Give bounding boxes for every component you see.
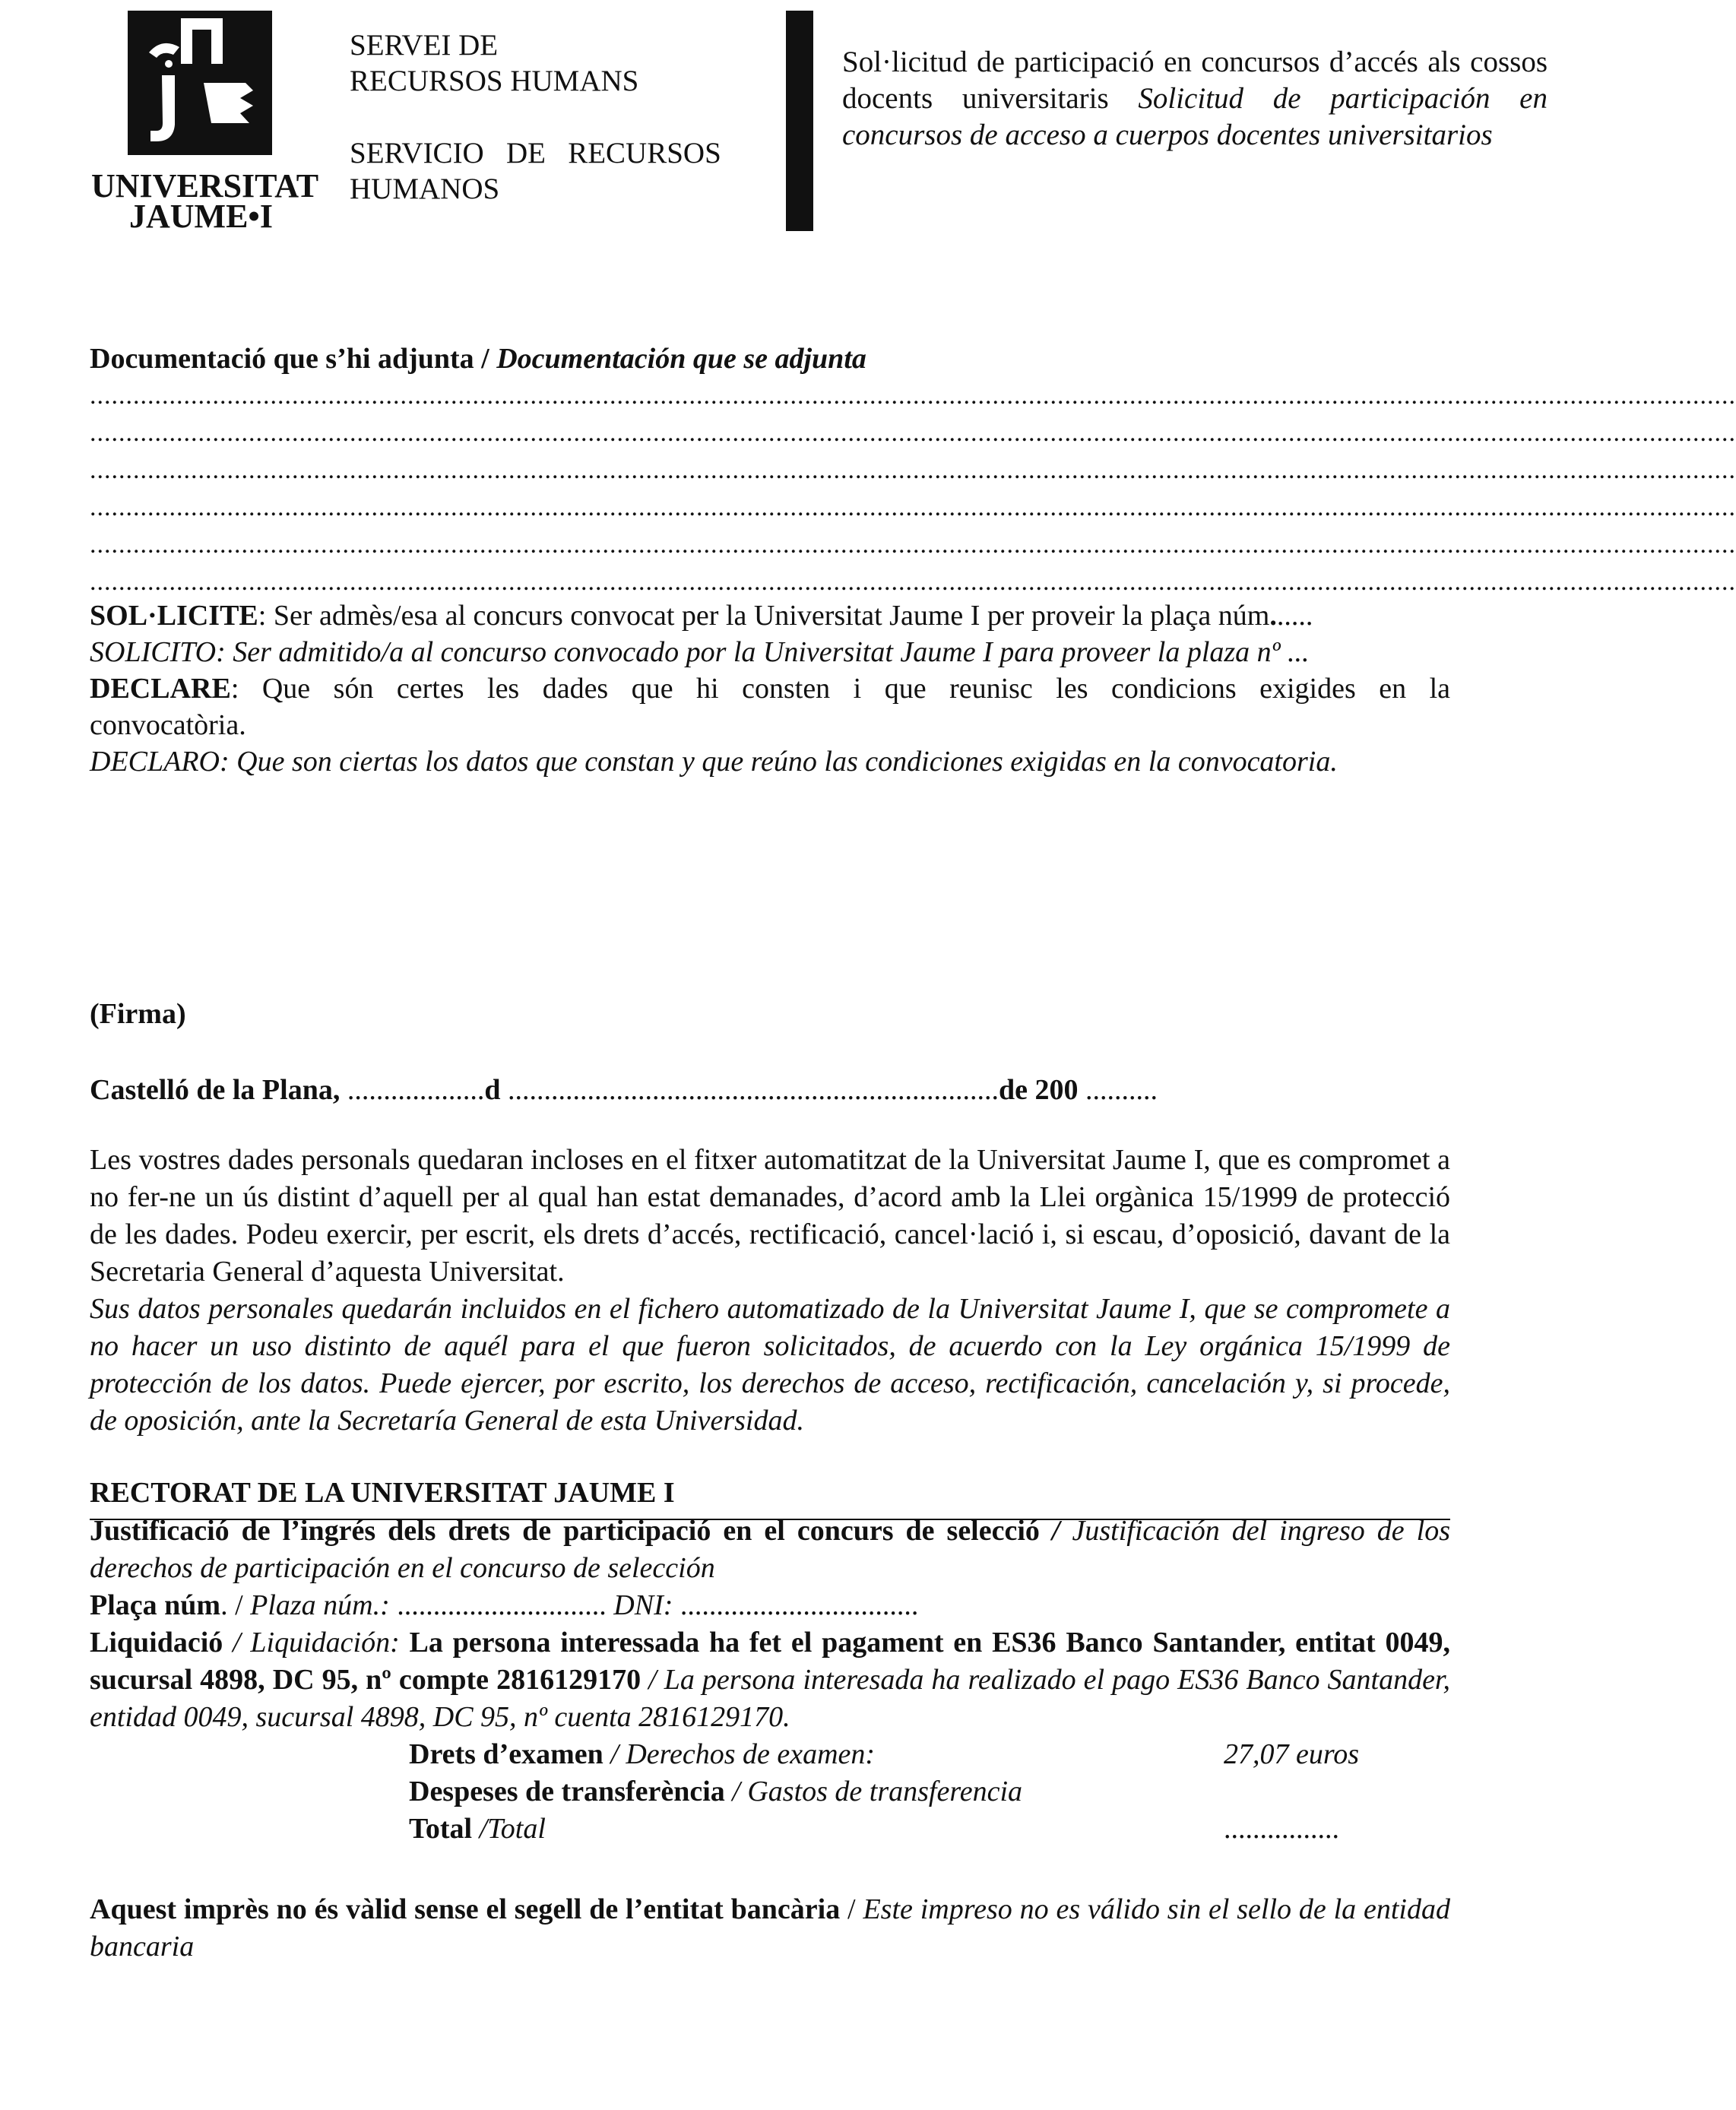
dni-label: DNI:: [606, 1589, 673, 1621]
place-date-line: [90, 1072, 1158, 1108]
sollicite-text: : Ser admès/esa al concurs convocat per la Universitat Jaume I per proveir la plaça núm: [258, 600, 1270, 632]
fee-row-exam: [409, 1736, 875, 1773]
solicito-text: Ser admitido/a al concurso convocado por la Universitat Jaume I para proveer la plaza nº ...: [225, 636, 1310, 668]
service-ca-line-2: RECURSOS HUMANS: [350, 65, 639, 97]
notice-ca: Aquest imprès no és vàlid sense el segell de l’entitat bancària: [90, 1893, 841, 1925]
fee-label-ca: Total: [409, 1813, 473, 1845]
logo-text-universitat: UNIVERSITAT: [91, 167, 319, 204]
declare-label: DECLARE: [90, 673, 231, 705]
solicito-line: [90, 634, 1309, 670]
liquidation-text-es: La persona interesada ha realizado el pago ES36 Banco Santander, entidad 0049, sucursal 4898, DC 95, nº cuenta 2816129170.: [90, 1664, 1451, 1733]
justification-text: [90, 1513, 1450, 1587]
sollicite-label: SOL·LICITE: [90, 600, 258, 632]
header-divider-bar: [786, 11, 813, 231]
liquidation-label-es: Liquidación:: [250, 1627, 400, 1659]
service-es-line-1: SERVICIO DE RECURSOS: [350, 137, 721, 169]
service-name-es: [350, 135, 752, 207]
attachment-line-6[interactable]: ....................................................................................................................................................................................................................................: [90, 568, 1736, 596]
day-suffix: d: [484, 1074, 508, 1106]
declaro-label: DECLARO:: [90, 746, 230, 778]
year-field[interactable]: ..........: [1085, 1074, 1158, 1106]
liquidation-text: [90, 1624, 1450, 1736]
fee-label-es: Derechos de examen:: [626, 1738, 876, 1770]
privacy-text-es: Sus datos personales quedarán incluidos en el fichero automatizado de la Universitat Jaume I, que se compromete a no hacer un uso distinto de aquél para el que fueron solicitados, de acuerdo con la Ley orgánica 15/1999 de protección de los datos. Puede ejercer, por escrito, los derechos de acceso, rectificación, cancelación y, si procede, de oposición, ante la Secretaría General de esta Universidad.: [90, 1293, 1450, 1437]
fee-label-es: Gastos de transferencia: [747, 1776, 1023, 1807]
solicito-label: SOLICITO:: [90, 636, 226, 668]
notice-es: Este impreso no es válido sin el sello de la entidad bancaria: [90, 1893, 1450, 1963]
year-label: de 200: [998, 1074, 1085, 1106]
service-name-ca: [350, 27, 638, 99]
separator: /: [223, 1627, 251, 1659]
separator: /: [840, 1893, 863, 1925]
total-amount-field[interactable]: ................: [1224, 1813, 1339, 1845]
separator: /: [724, 1776, 748, 1807]
separator: /: [474, 343, 497, 375]
plaza-label-ca: Plaça núm: [90, 1589, 221, 1621]
declare-text-cont: convocatòria.: [90, 709, 246, 741]
attachments-label-ca: Documentació que s’hi adjunta: [90, 343, 474, 375]
justification-es: Justificación del ingreso de los derechos de participación en el concurso de selección: [90, 1515, 1451, 1584]
attachment-line-5[interactable]: ....................................................................................................................................................................................................................................: [90, 531, 1736, 559]
separator: /: [641, 1664, 664, 1696]
plaza-number-field[interactable]: .....: [1276, 600, 1313, 632]
sollicite-end: .: [1269, 600, 1277, 632]
declaro-line: [90, 743, 1338, 780]
form-title: [842, 44, 1548, 154]
liquidation-label-ca: Liquidació: [90, 1627, 223, 1659]
attachment-line-1[interactable]: ....................................................................................................................................................................................................................................: [90, 382, 1736, 410]
attachments-heading: [90, 341, 866, 377]
form-title-es: Solicitud de participación en concursos de acceso a cuerpos docentes universitarios: [842, 82, 1548, 151]
form-title-ca: Sol·licitud de participació en concursos d’accés als cossos docents universitaris: [842, 46, 1548, 115]
place-label: Castelló de la Plana,: [90, 1074, 347, 1106]
service-ca-line-1: SERVEI DE: [350, 29, 499, 62]
declare-line: [90, 670, 1450, 707]
justification-ca: Justificació de l’ingrés dels drets de participació en el concurs de selecció: [90, 1515, 1040, 1547]
attachment-line-3[interactable]: ....................................................................................................................................................................................................................................: [90, 456, 1736, 484]
sollicite-line: [90, 597, 1313, 634]
service-es-line-2: HUMANOS: [350, 173, 500, 205]
separator: /: [603, 1738, 626, 1770]
fee-label-ca: Drets d’examen: [409, 1738, 603, 1770]
fee-label-es: Total: [487, 1813, 546, 1845]
plaza-label-es: Plaza núm.:: [250, 1589, 390, 1621]
liquidation-text-ca: La persona interessada ha fet el pagament en ES36 Banco Santander, entitat 0049, sucursal 4898, DC 95, nº compte 2816129170: [90, 1627, 1450, 1696]
separator: . /: [220, 1589, 251, 1621]
separator: /: [472, 1813, 488, 1845]
attachment-line-4[interactable]: ....................................................................................................................................................................................................................................: [90, 493, 1736, 521]
rectorat-heading: RECTORAT DE LA UNIVERSITAT JAUME I: [90, 1477, 675, 1509]
plaza-field[interactable]: .............................: [389, 1589, 607, 1621]
attachment-line-2[interactable]: ....................................................................................................................................................................................................................................: [90, 419, 1736, 447]
dni-field[interactable]: .................................: [673, 1589, 919, 1621]
universitat-jaume-i-logo: [90, 11, 319, 235]
signature-label: (Firma): [90, 998, 186, 1030]
bank-stamp-notice: [90, 1891, 1450, 1966]
fee-label-ca: Despeses de transferència: [409, 1776, 725, 1807]
fee-row-total: [409, 1811, 546, 1847]
plaza-dni-line: [90, 1587, 918, 1624]
logo-text-jaume-i: JAUME•I: [129, 198, 273, 235]
fee-amount-exam: [1224, 1736, 1359, 1773]
day-field[interactable]: ...................: [347, 1074, 485, 1106]
fee-row-transfer: [409, 1773, 1022, 1810]
declare-text: : Que són certes les dades que hi consten i que reunisc les condicions exigides en la: [230, 673, 1450, 705]
exam-fee-amount: 27,07 euros: [1224, 1738, 1360, 1770]
logo-emblem: [128, 11, 272, 155]
declaro-text: Que son ciertas los datos que constan y que reúno las condiciones exigidas en la convocatoria.: [229, 746, 1338, 778]
fee-amount-total: [1224, 1811, 1339, 1847]
attachments-label-es: Documentación que se adjunta: [496, 343, 866, 375]
separator: /: [1039, 1515, 1072, 1547]
month-field[interactable]: ....................................................................: [507, 1074, 999, 1106]
privacy-text-ca: Les vostres dades personals quedaran incloses en el fitxer automatitzat de la Universitat Jaume I, que es compromet a no fer-ne un ús distint d’aquell per al qual han estat demanades, d’acord amb la Llei orgànica 15/1999 de protecció de les dades. Podeu exercir, per escrit, els drets d’accés, rectificació, cancel·lació i, si escau, d’oposició, davant de la Secretaria General d’aquesta Universitat.: [90, 1144, 1450, 1288]
